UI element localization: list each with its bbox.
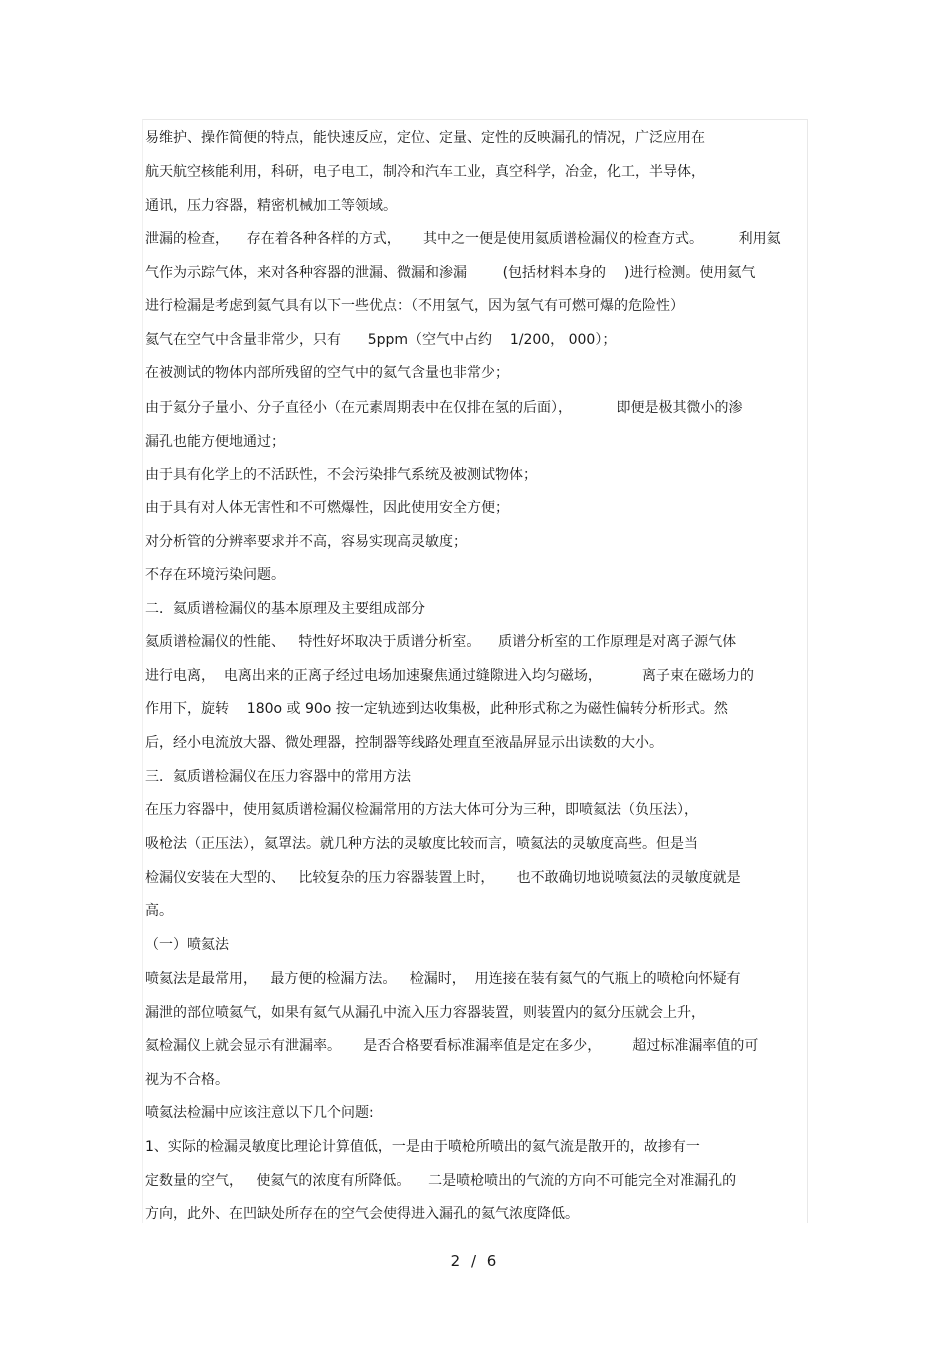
text-line: 氦气在空气中含量非常少，只有 5ppm（空气中占约 1/200， 000）； (145, 332, 617, 348)
text-line: 漏孔也能方便地通过； (145, 434, 285, 450)
text-line: 氦质谱检漏仪的性能、 特性好坏取决于质谱分析室。 质谱分析室的工作原理是对离子源气体 (145, 634, 737, 650)
text-line: 在被测试的物体内部所残留的空气中的氦气含量也非常少； (145, 365, 509, 381)
text-line: 定数量的空气， 使氦气的浓度有所降低。 二是喷枪喷出的气流的方向不可能完全对准漏孔的 (145, 1173, 737, 1189)
text-line: 在压力容器中，使用氦质谱检漏仪检漏常用的方法大体可分为三种，即喷氦法（负压法）， (145, 802, 698, 818)
text-line: 三．氦质谱检漏仪在压力容器中的常用方法 (145, 769, 411, 785)
text-line: 由于氦分子量小、分子直径小（在元素周期表中在仅排在氢的后面）， 即便是极其微小的渗 (145, 400, 743, 416)
text-line: 由于具有对人体无害性和不可燃爆性，因此使用安全方便； (145, 500, 509, 516)
text-line: 易维护、操作简便的特点，能快速反应，定位、定量、定性的反映漏孔的情况，广泛应用在 (145, 130, 705, 146)
text-line: 漏泄的部位喷氦气，如果有氦气从漏孔中流入压力容器装置，则装置内的氦分压就会上升， (145, 1005, 705, 1021)
text-line: 1、实际的检漏灵敏度比理论计算值低，一是由于喷枪所喷出的氦气流是散开的，故掺有一 (145, 1139, 700, 1155)
text-line: 通讯，压力容器，精密机械加工等领域。 (145, 198, 397, 214)
text-line: 进行检漏是考虑到氦气具有以下一些优点：（不用氢气，因为氢气有可燃可爆的危险性） (145, 298, 684, 314)
text-line: 检漏仪安装在大型的、 比较复杂的压力容器装置上时， 也不敢确切地说喷氦法的灵敏度就是 (145, 870, 741, 886)
text-line: 作用下，旋转 180o 或 90o 按一定轨迹到达收集极，此种形式称之为磁性偏转分析形式。然 (145, 701, 728, 717)
text-line: 航天航空核能利用，科研，电子电工，制冷和汽车工业，真空科学，冶金，化工，半导体， (145, 164, 705, 180)
text-line: 氦检漏仪上就会显示有泄漏率。 是否合格要看标准漏率值是定在多少， 超过标准漏率值的可 (145, 1038, 759, 1054)
text-line: 喷氦法检漏中应该注意以下几个问题: (145, 1105, 374, 1121)
text-line: 由于具有化学上的不活跃性，不会污染排气系统及被测试物体； (145, 467, 537, 483)
text-line: 视为不合格。 (145, 1072, 229, 1088)
text-line: 吸枪法（正压法），氦罩法。就几种方法的灵敏度比较而言，喷氦法的灵敏度高些。但是当 (145, 836, 698, 852)
text-line: 喷氦法是最常用， 最方便的检漏方法。 检漏时， 用连接在装有氦气的气瓶上的喷枪向怀疑有 (145, 971, 741, 987)
text-line: 不存在环境污染问题。 (145, 567, 285, 583)
text-line: 对分析管的分辨率要求并不高，容易实现高灵敏度； (145, 534, 467, 550)
text-line: 泄漏的检查， 存在着各种各样的方式， 其中之一便是使用氦质谱检漏仪的检查方式。 利用氦 (145, 231, 781, 247)
page-indicator: 2 / 6 (450, 1252, 500, 1270)
text-line: （一）喷氦法 (145, 937, 229, 953)
text-line: 二．氦质谱检漏仪的基本原理及主要组成部分 (145, 601, 425, 617)
text-line: 进行电离， 电离出来的正离子经过电场加速聚焦通过缝隙进入均匀磁场， 离子束在磁场力的 (145, 668, 754, 684)
text-line: 气作为示踪气体，来对各种容器的泄漏、微漏和渗漏 (包括材料本身的 )进行检测。使用氦气 (145, 265, 756, 281)
text-line: 后，经小电流放大器、微处理器，控制器等线路处理直至液晶屏显示出读数的大小。 (145, 735, 663, 751)
text-line: 高。 (145, 903, 173, 919)
text-line: 方向，此外、在凹缺处所存在的空气会使得进入漏孔的氦气浓度降低。 (145, 1206, 579, 1222)
